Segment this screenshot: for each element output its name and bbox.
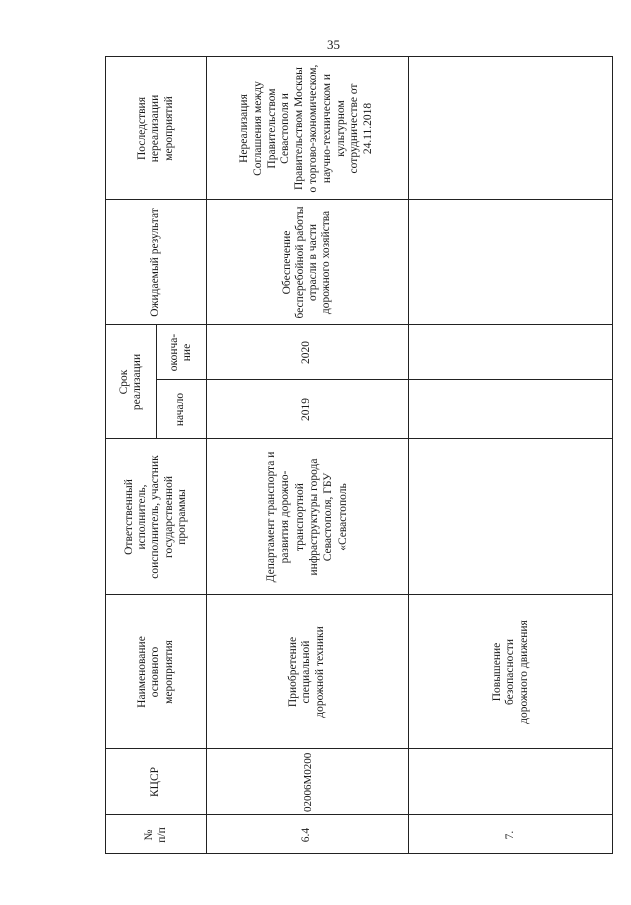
row2-num: 7. — [504, 830, 517, 840]
row1-consequences: Нереализация Соглашения между Правительством Севастополя и Правительством Москвы о торгово-экономическом, научно-техническом и культурном сотрудничестве от 24.11.2018 — [238, 64, 375, 193]
header-term-start: начало — [174, 392, 187, 427]
row2-end — [408, 325, 613, 380]
row2-executor — [408, 439, 613, 595]
row1-name: Приобретение специальной дорожной техники — [287, 626, 326, 718]
row1-result: Обеспечение бесперебойной работы отрасли в части дорожного хозяйства — [280, 206, 333, 319]
header-result: Ожидаемый результат — [149, 208, 162, 317]
row1-end: 2020 — [300, 341, 313, 364]
row1-start: 2019 — [300, 398, 313, 421]
program-table — [105, 56, 613, 854]
row2-name: Повышение безопасности дорожного движения — [491, 620, 530, 724]
row2-consequences — [408, 57, 613, 200]
header-executor: Ответственный исполнитель, соисполнитель, участник государственной программы — [122, 455, 188, 579]
row1-executor: Департамент транспорта и развития дорожно-транспортной инфраструктуры города Севастополя, ГБУ «Севастополь — [264, 451, 349, 583]
header-term: Срок реализации — [117, 353, 143, 411]
row2-start — [408, 380, 613, 439]
header-num: № п/п — [142, 827, 168, 843]
row1-num: 6.4 — [300, 827, 313, 843]
rotated-table-content — [106, 57, 613, 854]
row2-kcsr — [408, 749, 613, 815]
header-kcsr: КЦСР — [149, 766, 162, 798]
header-name: Наименование основного мероприятия — [136, 636, 175, 708]
header-consequences: Последствия нереализации мероприятий — [136, 94, 175, 163]
row2-result — [408, 200, 613, 325]
page-number: 35 — [327, 37, 340, 52]
row1-kcsr: 02006М0200 — [302, 752, 314, 812]
header-term-end: оконча-ние — [167, 333, 193, 372]
